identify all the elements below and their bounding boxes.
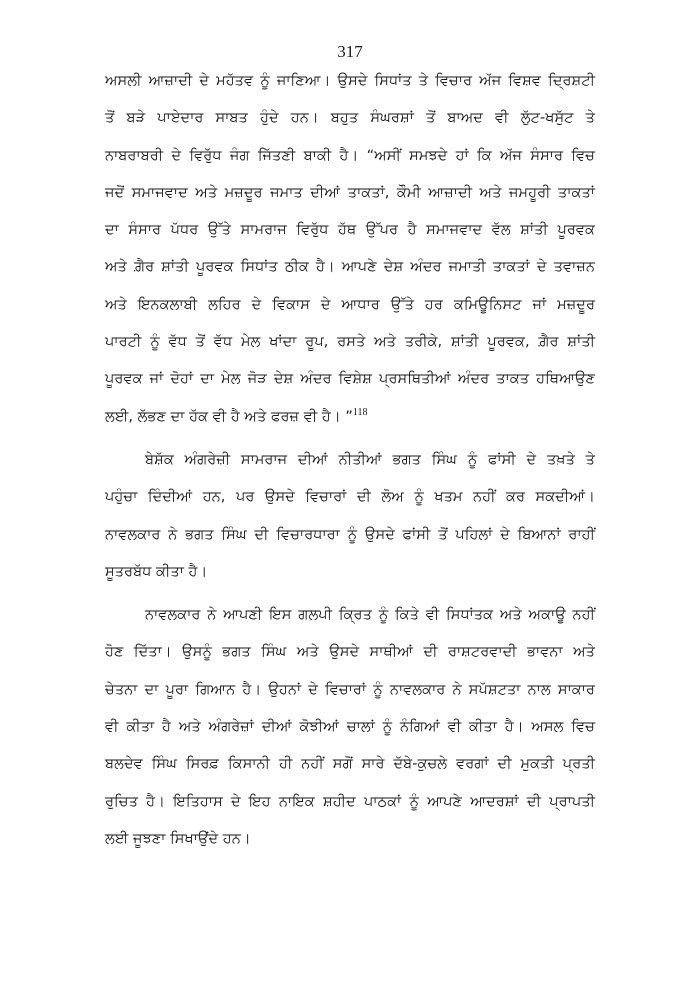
footnote-reference: 118 [352,406,368,418]
text-line: ਨਾਬਰਾਬਰੀ ਦੇ ਵਿਰੁੱਧ ਜੰਗ ਜਿੱਤਣੀ ਬਾਕੀ ਹੈ। “ਅਸੀਂ ਸਮਝਦੇ ਹਾਂ ਕਿ ਅੱਜ ਸੰਸਾਰ ਵਿਚ [105,146,595,164]
text-line: ਲਈ ਜੂਝਣਾ ਸਿਖਾਉਂਦੇ ਹਨ। [105,829,251,847]
text-line: ਬਲਦੇਵ ਸਿੰਘ ਸਿਰਫ਼ ਕਿਸਾਨੀ ਹੀ ਨਹੀਂ ਸਗੋਂ ਸਾਰੇ ਦੱਬੇ-ਕੁਚਲੇ ਵਰਗਾਂ ਦੀ ਮੁਕਤੀ ਪ੍ਰਤੀ [105,755,595,773]
text-line: ਪਹੁੰਚਾ ਦਿੰਦੀਆਂ ਹਨ, ਪਰ ਉਸਦੇ ਵਿਚਾਰਾਂ ਦੀ ਲੋਅ ਨੂੰ ਖਤਮ ਨਹੀਂ ਕਰ ਸਕਦੀਆਂ। [105,488,595,506]
text-line: ਤੋਂ ਬੜੇ ਪਾਏਦਾਰ ਸਾਬਤ ਹੁੰਦੇ ਹਨ। ਬਹੁਤ ਸੰਘਰਸ਼ਾਂ ਤੋਂ ਬਾਅਦ ਵੀ ਲੁੱਟ-ਖਸੁੱਟ ਤੇ [105,109,595,127]
paragraph-3 [105,596,595,857]
text-line: ਰੁਚਿਤ ਹੈ। ਇਤਿਹਾਸ ਦੇ ਇਹ ਨਾਇਕ ਸ਼ਹੀਦ ਪਾਠਕਾਂ ਨੂੰ ਆਪਣੇ ਆਦਰਸ਼ਾਂ ਦੀ ਪ੍ਰਾਪਤੀ [105,792,595,810]
text-line: ਬੇਸ਼ੱਕ ਅੰਗਰੇਜ਼ੀ ਸਾਮਰਾਜ ਦੀਆਂ ਨੀਤੀਆਂ ਭਗਤ ਸਿੰਘ ਨੂੰ ਫਾਂਸੀ ਦੇ ਤਖ਼ਤੇ ਤੇ [145,450,595,468]
text-line: ਵੀ ਕੀਤਾ ਹੈ ਅਤੇ ਅੰਗਰੇਜ਼ਾਂ ਦੀਆਂ ਕੋਝੀਆਂ ਚਾਲਾਂ ਨੂੰ ਨੰਗਿਆਂ ਵੀ ਕੀਤਾ ਹੈ। ਅਸਲ ਵਿਚ [105,718,595,736]
text-line: ਲਈ, ਲੱਭਣ ਦਾ ਹੱਕ ਵੀ ਹੈ ਅਤੇ ਫਰਜ਼ ਵੀ ਹੈ। ” [105,407,353,425]
paragraph-2 [105,441,595,590]
text-line: ਅਸਲੀ ਆਜ਼ਾਦੀ ਦੇ ਮਹੱਤਵ ਨੂੰ ਜਾਣਿਆ। ਉਸਦੇ ਸਿਧਾਂਤ ਤੇ ਵਿਚਾਰ ਅੱਜ ਵਿਸ਼ਵ ਦ੍ਰਿਸ਼ਟੀ [105,72,595,89]
body-text [105,62,595,857]
text-line: ਪਾਰਟੀ ਨੂੰ ਵੱਧ ਤੋਂ ਵੱਧ ਮੇਲ ਖਾਂਦਾ ਰੂਪ, ਰਸਤੇ ਅਤੇ ਤਰੀਕੇ, ਸ਼ਾਂਤੀ ਪੂਰਵਕ, ਗ਼ੈਰ ਸ਼ਾਂਤੀ [105,333,595,351]
text-line: ਨਾਵਲਕਾਰ ਨੇ ਭਗਤ ਸਿੰਘ ਦੀ ਵਿਚਾਰਧਾਰਾ ਨੂੰ ਉਸਦੇ ਫਾਂਸੀ ਤੋਂ ਪਹਿਲਾਂ ਦੇ ਬਿਆਨਾਂ ਰਾਹੀਂ [105,525,595,543]
text-line: ਨਾਵਲਕਾਰ ਨੇ ਆਪਣੀ ਇਸ ਗਲਪੀ ਕ੍ਰਿਤ ਨੂੰ ਕਿਤੇ ਵੀ ਸਿਧਾਂਤਕ ਅਤੇ ਅਕਾਊ ਨਹੀਂ [145,606,595,624]
text-line: ਜਦੋਂ ਸਮਾਜਵਾਦ ਅਤੇ ਮਜ਼ਦੂਰ ਜਮਾਤ ਦੀਆਂ ਤਾਕਤਾਂ, ਕੌਮੀ ਆਜ਼ਾਦੀ ਅਤੇ ਜਮਹੂਰੀ ਤਾਕਤਾਂ [105,183,595,201]
text-line: ਸੂਤਰਬੱਧ ਕੀਤਾ ਹੈ। [105,562,208,580]
text-line: ਪੂਰਵਕ ਜਾਂ ਦੋਹਾਂ ਦਾ ਮੇਲ ਜੋੜ ਦੇਸ਼ ਅੰਦਰ ਵਿਸ਼ੇਸ਼ ਪ੍ਰਸਥਿਤੀਆਂ ਅੰਦਰ ਤਾਕਤ ਹਥਿਆਉਣ [105,370,595,388]
text-line: ਦਾ ਸੰਸਾਰ ਪੱਧਰ ਉੱਤੇ ਸਾਮਰਾਜ ਵਿਰੁੱਧ ਹੱਥ ਉੱਪਰ ਹੈ ਸਮਾਜਵਾਦ ਵੱਲ ਸ਼ਾਂਤੀ ਪੂਰਵਕ [105,221,595,239]
text-line-with-footnote [105,398,595,435]
text-line: ਚੇਤਨਾ ਦਾ ਪੂਰਾ ਗਿਆਨ ਹੈ। ਉਹਨਾਂ ਦੇ ਵਿਚਾਰਾਂ ਨੂੰ ਨਾਵਲਕਾਰ ਨੇ ਸਪੱਸ਼ਟਤਾ ਨਾਲ ਸਾਕਾਰ [105,680,595,698]
paragraph-1 [105,62,595,435]
text-line: ਅਤੇ ਇਨਕਲਾਬੀ ਲਹਿਰ ਦੇ ਵਿਕਾਸ ਦੇ ਆਧਾਰ ਉੱਤੇ ਹਰ ਕਮਿਊਨਿਸਟ ਜਾਂ ਮਜ਼ਦੂਰ [105,295,595,313]
text-line: ਹੋਣ ਦਿੱਤਾ। ਉਸਨੂੰ ਭਗਤ ਸਿੰਘ ਅਤੇ ਉਸਦੇ ਸਾਥੀਆਂ ਦੀ ਰਾਸ਼ਟਰਵਾਦੀ ਭਾਵਨਾ ਅਤੇ [105,643,595,661]
text-line: ਅਤੇ ਗ਼ੈਰ ਸ਼ਾਂਤੀ ਪੂਰਵਕ ਸਿਧਾਂਤ ਠੀਕ ਹੈ। ਆਪਣੇ ਦੇਸ਼ ਅੰਦਰ ਜਮਾਤੀ ਤਾਕਤਾਂ ਦੇ ਤਵਾਜ਼ਨ [105,258,595,276]
page-number: 317 [337,42,363,61]
